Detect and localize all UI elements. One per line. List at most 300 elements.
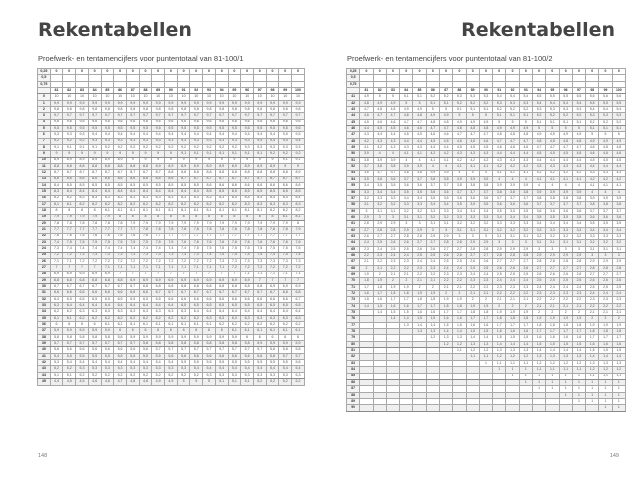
grade-cell: 4,7 bbox=[360, 107, 373, 113]
grade-cell: 4,8 bbox=[612, 145, 625, 151]
grade-cell: 7,7 bbox=[88, 227, 101, 233]
grade-cell: 5,9 bbox=[177, 334, 190, 340]
fraction-cell: 0 bbox=[165, 69, 178, 75]
grade-cell: 1,4 bbox=[572, 348, 585, 354]
grade-cell: 1 bbox=[559, 379, 572, 385]
grade-cell: 1,7 bbox=[453, 310, 466, 316]
row-header: 0 bbox=[38, 94, 51, 100]
grade-cell: 4,7 bbox=[466, 132, 479, 138]
grade-cell: 4,9 bbox=[586, 138, 599, 144]
table-caption: Proefwerk- en tentamencijfers voor puntentotaal van 81-100/1 bbox=[38, 54, 244, 63]
grade-cell: 5,8 bbox=[215, 341, 228, 347]
row-header: 43 bbox=[38, 366, 51, 372]
grade-cell: 9,7 bbox=[152, 113, 165, 119]
grade-cell: 8 bbox=[228, 214, 241, 220]
grade-cell: 5,7 bbox=[50, 341, 63, 347]
grade-cell: 4,2 bbox=[426, 151, 439, 157]
row-header: 32 bbox=[38, 296, 51, 302]
fraction-cell: 0 bbox=[215, 69, 228, 75]
grade-cell: 1,6 bbox=[426, 310, 439, 316]
grade-cell: 3,9 bbox=[506, 183, 519, 189]
grade-cell: 1 bbox=[532, 386, 545, 392]
row-header: 3 bbox=[38, 113, 51, 119]
grade-cell: 6,6 bbox=[88, 290, 101, 296]
grade-cell: 3,5 bbox=[453, 202, 466, 208]
grade-cell: 1,6 bbox=[532, 335, 545, 341]
row-header: 80 bbox=[347, 341, 360, 347]
grade-cell: 9,4 bbox=[165, 132, 178, 138]
grade-cell: 3,1 bbox=[466, 227, 479, 233]
grade-cell: 1 bbox=[479, 360, 492, 366]
grade-cell: 9,2 bbox=[114, 144, 127, 150]
grade-cell: 4,5 bbox=[400, 132, 413, 138]
grade-cell: 2,5 bbox=[466, 265, 479, 271]
grade-cell: 2 bbox=[519, 303, 532, 309]
grade-cell: 5,3 bbox=[532, 107, 545, 113]
grade-cell: 3,3 bbox=[519, 221, 532, 227]
grade-cell: 3,5 bbox=[413, 189, 426, 195]
grade-cell: 1,8 bbox=[506, 316, 519, 322]
grade-cell: 3,6 bbox=[559, 208, 572, 214]
grade-cell: 6,9 bbox=[63, 271, 76, 277]
grade-cell: 8,2 bbox=[114, 201, 127, 207]
grade-cell: 8,2 bbox=[228, 201, 241, 207]
grade-cell: 2,8 bbox=[532, 259, 545, 265]
grade-cell: 5,6 bbox=[63, 347, 76, 353]
fraction-label: 0,25 bbox=[347, 69, 360, 75]
fraction-cell: 0 bbox=[241, 69, 254, 75]
grade-cell: 2,1 bbox=[546, 303, 559, 309]
grade-cell: 3,8 bbox=[532, 195, 545, 201]
grade-cell: 7,7 bbox=[165, 233, 178, 239]
grade-cell: 6,1 bbox=[279, 328, 292, 334]
grade-cell: 7,1 bbox=[215, 265, 228, 271]
grade-cell: 1 bbox=[599, 405, 612, 412]
grade-cell: 3,3 bbox=[373, 195, 386, 201]
grade-cell: 9 bbox=[152, 157, 165, 163]
grade-cell: 9,9 bbox=[139, 100, 152, 106]
grade-cell: 4,2 bbox=[532, 170, 545, 176]
grade-cell: 8,9 bbox=[228, 163, 241, 169]
grade-cell: 8,9 bbox=[88, 157, 101, 163]
grade-cell: 4,3 bbox=[479, 151, 492, 157]
grade-cell: 6,6 bbox=[50, 290, 63, 296]
grade-cell: 6,5 bbox=[177, 303, 190, 309]
grade-cell: 4 bbox=[386, 151, 399, 157]
row-header: 67 bbox=[347, 259, 360, 265]
column-header: 99 bbox=[279, 87, 292, 93]
grade-cell: 2,5 bbox=[373, 240, 386, 246]
grade-cell: 5 bbox=[190, 379, 203, 386]
grade-cell: 5 bbox=[400, 100, 413, 106]
grade-cell: 7,3 bbox=[253, 258, 266, 264]
grade-cell: 4,4 bbox=[519, 151, 532, 157]
grade-cell: 2,4 bbox=[453, 265, 466, 271]
grade-cell: 4,4 bbox=[546, 157, 559, 163]
grade-cell: 9,6 bbox=[266, 119, 279, 125]
grade-cell: 2 bbox=[612, 316, 625, 322]
grade-cell: 7,2 bbox=[101, 258, 114, 264]
grade-cell: 4,5 bbox=[439, 138, 452, 144]
grade-cell: 4,4 bbox=[559, 157, 572, 163]
grade-cell: 6,3 bbox=[114, 309, 127, 315]
grade-cell: 3,6 bbox=[519, 202, 532, 208]
grade-cell: 4,5 bbox=[76, 379, 89, 386]
grade-cell: 3 bbox=[586, 252, 599, 258]
grade-cell: 6,7 bbox=[190, 290, 203, 296]
grade-cell: 5,3 bbox=[559, 107, 572, 113]
grade-cell: 6,3 bbox=[88, 309, 101, 315]
grade-cell: 1,5 bbox=[506, 335, 519, 341]
grade-cell: 7,6 bbox=[190, 239, 203, 245]
grade-cell: 6,2 bbox=[266, 322, 279, 328]
grade-cell: 3,9 bbox=[519, 183, 532, 189]
row-header: 13 bbox=[38, 176, 51, 182]
grade-cell: 8,6 bbox=[50, 176, 63, 182]
grade-cell: 6,6 bbox=[165, 296, 178, 302]
grade-cell: 3,9 bbox=[453, 176, 466, 182]
row-header: 23 bbox=[38, 239, 51, 245]
grade-cell: 2,2 bbox=[466, 284, 479, 290]
grade-cell: 8,8 bbox=[101, 163, 114, 169]
grade-cell: 1 bbox=[546, 373, 559, 379]
row-header: 79 bbox=[347, 335, 360, 341]
grade-cell: 10 bbox=[126, 94, 139, 100]
grade-cell: 3 bbox=[506, 240, 519, 246]
grade-cell: 6,3 bbox=[126, 309, 139, 315]
grade-cell: 8,5 bbox=[292, 189, 305, 195]
row-header: 53 bbox=[347, 170, 360, 176]
grade-cell: 1 bbox=[612, 392, 625, 398]
fraction-label: 0,75 bbox=[347, 81, 360, 87]
grade-cell: 4,1 bbox=[479, 164, 492, 170]
grade-cell: 9,3 bbox=[63, 132, 76, 138]
grade-cell: 6 bbox=[215, 328, 228, 334]
grade-cell: 2 bbox=[599, 316, 612, 322]
grade-cell: 6,2 bbox=[63, 309, 76, 315]
grade-cell: 6,4 bbox=[215, 309, 228, 315]
row-header: 41 bbox=[38, 353, 51, 359]
grade-cell: 4,6 bbox=[400, 126, 413, 132]
grade-cell: 8,2 bbox=[190, 201, 203, 207]
grade-cell: 2,2 bbox=[439, 278, 452, 284]
grade-cell: 1,8 bbox=[559, 322, 572, 328]
grade-cell: 1 bbox=[599, 386, 612, 392]
grade-cell: 4,2 bbox=[519, 164, 532, 170]
grade-cell: 4,9 bbox=[386, 100, 399, 106]
grade-cell: 1,9 bbox=[532, 316, 545, 322]
grade-cell: 2,8 bbox=[586, 265, 599, 271]
grade-cell: 8,7 bbox=[279, 176, 292, 182]
grade-cell: 7,5 bbox=[279, 246, 292, 252]
grade-cell: 1,7 bbox=[413, 303, 426, 309]
grade-cell: 3,2 bbox=[572, 233, 585, 239]
grade-cell: 9,7 bbox=[279, 113, 292, 119]
row-header: 75 bbox=[347, 310, 360, 316]
grade-cell: 2,7 bbox=[479, 252, 492, 258]
grade-cell: 5,2 bbox=[506, 107, 519, 113]
grade-cell: 6,9 bbox=[152, 277, 165, 283]
row-header: 78 bbox=[347, 329, 360, 335]
grade-cell: 8,1 bbox=[63, 201, 76, 207]
grade-cell: 6,8 bbox=[114, 277, 127, 283]
grade-cell: 6,4 bbox=[165, 303, 178, 309]
grade-cell: 7,6 bbox=[63, 233, 76, 239]
grade-cell: 6 bbox=[139, 328, 152, 334]
grade-cell: 7,8 bbox=[76, 220, 89, 226]
grade-cell: 9,8 bbox=[63, 106, 76, 112]
grade-cell: 4,2 bbox=[373, 145, 386, 151]
grade-cell: 5 bbox=[546, 126, 559, 132]
grade-cell: 7,2 bbox=[152, 258, 165, 264]
grade-cell: 5,9 bbox=[101, 328, 114, 334]
grade-cell: 4,2 bbox=[612, 176, 625, 182]
grade-cell: 5,4 bbox=[506, 94, 519, 100]
grade-cell: 2,1 bbox=[439, 284, 452, 290]
grade-cell: 1,6 bbox=[546, 335, 559, 341]
grade-cell: 3 bbox=[612, 252, 625, 258]
grade-cell: 2,1 bbox=[519, 297, 532, 303]
grade-cell: 5,3 bbox=[228, 372, 241, 378]
grade-cell: 7,9 bbox=[101, 214, 114, 220]
grade-cell: 7,2 bbox=[241, 265, 254, 271]
grade-cell: 7,2 bbox=[165, 258, 178, 264]
grade-cell: 8,6 bbox=[152, 176, 165, 182]
grade-cell: 2,5 bbox=[413, 252, 426, 258]
grade-cell: 4,2 bbox=[453, 157, 466, 163]
grade-cell: 5,9 bbox=[292, 341, 305, 347]
grade-table bbox=[346, 68, 626, 412]
grade-cell: 9,5 bbox=[203, 125, 216, 131]
grade-cell: 1,9 bbox=[572, 316, 585, 322]
grade-cell: 9,6 bbox=[292, 119, 305, 125]
grade-cell bbox=[360, 405, 373, 412]
grade-cell: 5,5 bbox=[612, 100, 625, 106]
grade-cell: 2,2 bbox=[413, 272, 426, 278]
grade-cell: 5,4 bbox=[266, 366, 279, 372]
grade-cell: 3,3 bbox=[612, 233, 625, 239]
grade-cell: 3,3 bbox=[546, 227, 559, 233]
grade-cell: 3,5 bbox=[546, 214, 559, 220]
grade-cell: 4,1 bbox=[493, 170, 506, 176]
grade-cell: 4,7 bbox=[413, 119, 426, 125]
column-header: 96 bbox=[559, 88, 572, 94]
grade-cell: 1,6 bbox=[400, 303, 413, 309]
grade-cell: 6,3 bbox=[139, 309, 152, 315]
grade-cell: 8,1 bbox=[215, 208, 228, 214]
grade-cell: 6,4 bbox=[279, 309, 292, 315]
grade-cell: 9 bbox=[241, 157, 254, 163]
grade-cell: 8,7 bbox=[152, 170, 165, 176]
grade-cell: 5,2 bbox=[519, 107, 532, 113]
grade-cell: 5,7 bbox=[152, 347, 165, 353]
grade-cell: 9,6 bbox=[292, 125, 305, 131]
grade-cell: 5,9 bbox=[215, 334, 228, 340]
grade-cell: 4,1 bbox=[546, 176, 559, 182]
grade-cell: 5,5 bbox=[559, 94, 572, 100]
grade-cell: 4 bbox=[506, 176, 519, 182]
grade-cell: 1,9 bbox=[479, 303, 492, 309]
grade-cell: 4,8 bbox=[559, 138, 572, 144]
grade-cell: 8,5 bbox=[139, 182, 152, 188]
grade-cell: 5,9 bbox=[76, 328, 89, 334]
grade-cell: 3,2 bbox=[413, 208, 426, 214]
grade-cell: 2 bbox=[493, 303, 506, 309]
grade-cell: 6,5 bbox=[101, 296, 114, 302]
grade-cell: 7,7 bbox=[215, 233, 228, 239]
grade-cell: 7,1 bbox=[114, 265, 127, 271]
grade-cell: 4,1 bbox=[453, 164, 466, 170]
grade-cell: 1,3 bbox=[572, 354, 585, 360]
grade-cell: 2,1 bbox=[586, 310, 599, 316]
grade-cell: 7,4 bbox=[266, 252, 279, 258]
grade-cell: 6,1 bbox=[266, 328, 279, 334]
grade-cell: 5,3 bbox=[101, 366, 114, 372]
grade-cell: 9,6 bbox=[126, 119, 139, 125]
grade-cell: 5,1 bbox=[228, 379, 241, 386]
grade-cell: 5,6 bbox=[253, 353, 266, 359]
grade-cell: 5,6 bbox=[177, 353, 190, 359]
grade-cell: 7,8 bbox=[63, 220, 76, 226]
row-header: 57 bbox=[347, 195, 360, 201]
grade-cell: 6 bbox=[76, 322, 89, 328]
grade-cell: 1,7 bbox=[519, 322, 532, 328]
grade-cell: 8,7 bbox=[76, 170, 89, 176]
grade-cell: 4,3 bbox=[493, 157, 506, 163]
grade-cell: 7 bbox=[165, 271, 178, 277]
grade-cell: 1,3 bbox=[439, 335, 452, 341]
grade-cell: 6,8 bbox=[241, 284, 254, 290]
grade-cell: 5,3 bbox=[466, 94, 479, 100]
grade-cell: 1,6 bbox=[612, 341, 625, 347]
grade-cell: 2,8 bbox=[493, 252, 506, 258]
grade-cell: 9,5 bbox=[114, 125, 127, 131]
grade-cell: 3,4 bbox=[479, 208, 492, 214]
row-header: 39 bbox=[38, 341, 51, 347]
grade-cell: 5,9 bbox=[266, 341, 279, 347]
fraction-cell: 0 bbox=[228, 69, 241, 75]
grade-cell: 3,9 bbox=[532, 189, 545, 195]
grade-cell: 5,3 bbox=[292, 372, 305, 378]
fraction-cell: 0 bbox=[101, 69, 114, 75]
grade-cell: 7,6 bbox=[241, 239, 254, 245]
grade-cell: 4,1 bbox=[413, 151, 426, 157]
grade-cell: 6,2 bbox=[126, 315, 139, 321]
grade-cell: 1,6 bbox=[453, 316, 466, 322]
grade-cell: 2,6 bbox=[413, 246, 426, 252]
grade-cell: 2,7 bbox=[373, 233, 386, 239]
grade-cell: 8,8 bbox=[190, 170, 203, 176]
grade-cell: 1,8 bbox=[439, 303, 452, 309]
grade-cell: 4,7 bbox=[532, 145, 545, 151]
row-header: 47 bbox=[347, 132, 360, 138]
grade-cell: 4,8 bbox=[453, 126, 466, 132]
grade-cell: 6,1 bbox=[228, 328, 241, 334]
grade-cell: 3,6 bbox=[386, 176, 399, 182]
grade-cell: 1,6 bbox=[360, 291, 373, 297]
grade-cell: 7,8 bbox=[279, 227, 292, 233]
grade-cell: 5,1 bbox=[479, 107, 492, 113]
grade-cell: 1,3 bbox=[506, 348, 519, 354]
grade-cell: 8,7 bbox=[88, 170, 101, 176]
grade-cell: 10 bbox=[228, 94, 241, 100]
grade-cell: 9,5 bbox=[126, 125, 139, 131]
grade-cell: 5 bbox=[426, 107, 439, 113]
grade-cell: 3,9 bbox=[360, 151, 373, 157]
grade-cell: 2,9 bbox=[386, 221, 399, 227]
grade-cell: 4,5 bbox=[373, 126, 386, 132]
grade-cell: 9,2 bbox=[139, 144, 152, 150]
grade-cell: 7,6 bbox=[253, 239, 266, 245]
grade-cell: 2,2 bbox=[532, 297, 545, 303]
grade-cell: 6 bbox=[241, 334, 254, 340]
grade-cell: 9,1 bbox=[241, 151, 254, 157]
grade-cell: 6,4 bbox=[190, 309, 203, 315]
grade-cell: 7,6 bbox=[177, 239, 190, 245]
grade-cell: 2,4 bbox=[400, 252, 413, 258]
grade-cell: 5,1 bbox=[546, 119, 559, 125]
grade-cell: 6,8 bbox=[203, 284, 216, 290]
grade-cell: 9,9 bbox=[126, 100, 139, 106]
grade-cell: 4,7 bbox=[546, 145, 559, 151]
grade-cell: 5,2 bbox=[292, 379, 305, 386]
grade-cell: 9,9 bbox=[50, 100, 63, 106]
grade-cell: 3,8 bbox=[519, 189, 532, 195]
grade-cell: 1,9 bbox=[386, 284, 399, 290]
grade-cell: 7,5 bbox=[152, 239, 165, 245]
grade-cell: 5,6 bbox=[241, 353, 254, 359]
fraction-cell: 0 bbox=[386, 69, 399, 75]
grade-cell: 6,3 bbox=[279, 315, 292, 321]
grade-cell: 1 bbox=[532, 379, 545, 385]
grade-cell: 3,5 bbox=[572, 214, 585, 220]
row-header: 69 bbox=[347, 272, 360, 278]
grade-cell: 9,8 bbox=[165, 106, 178, 112]
grade-cell: 5 bbox=[439, 107, 452, 113]
grade-cell: 9,3 bbox=[279, 144, 292, 150]
grade-cell: 1,4 bbox=[426, 322, 439, 328]
grade-cell: 6,4 bbox=[139, 303, 152, 309]
grade-cell: 9 bbox=[215, 157, 228, 163]
grade-cell: 8,2 bbox=[279, 208, 292, 214]
grade-cell: 7,5 bbox=[126, 239, 139, 245]
grade-cell: 2,3 bbox=[386, 259, 399, 265]
column-header: 98 bbox=[586, 88, 599, 94]
grade-cell: 4,9 bbox=[572, 132, 585, 138]
grade-cell: 3,9 bbox=[586, 195, 599, 201]
grade-cell: 1,8 bbox=[586, 329, 599, 335]
grade-cell: 4,8 bbox=[506, 132, 519, 138]
grade-cell: 8,5 bbox=[215, 189, 228, 195]
grade-cell: 2,2 bbox=[546, 297, 559, 303]
grade-cell: 4,8 bbox=[572, 138, 585, 144]
grade-cell: 5,2 bbox=[493, 107, 506, 113]
grade-cell: 8,8 bbox=[279, 170, 292, 176]
grade-cell: 7,2 bbox=[279, 265, 292, 271]
grade-cell: 4 bbox=[439, 164, 452, 170]
grade-cell: 3,1 bbox=[586, 246, 599, 252]
grade-cell: 9 bbox=[63, 151, 76, 157]
grade-cell: 5,1 bbox=[586, 126, 599, 132]
grade-cell: 5,3 bbox=[152, 366, 165, 372]
grade-cell: 5,2 bbox=[114, 372, 127, 378]
grade-cell: 7,6 bbox=[76, 233, 89, 239]
grade-cell: 3,2 bbox=[559, 233, 572, 239]
grade-cell: 8,4 bbox=[88, 189, 101, 195]
grade-cell: 7 bbox=[126, 271, 139, 277]
grade-cell: 7,8 bbox=[203, 227, 216, 233]
grade-cell: 9,8 bbox=[50, 106, 63, 112]
